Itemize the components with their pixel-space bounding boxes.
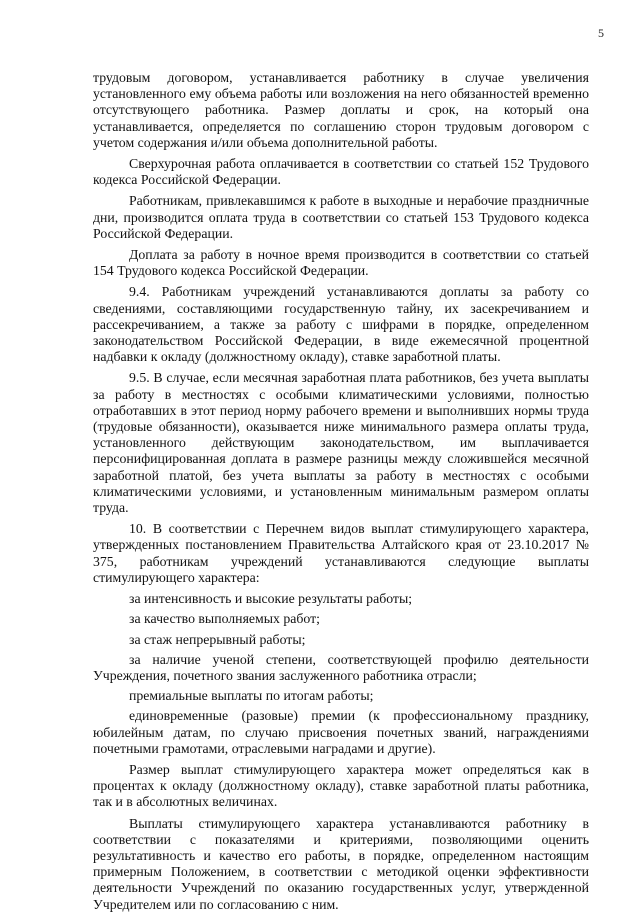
- paragraph-night-pay: Доплата за работу в ночное время производится в соответствии со статьей 154 Трудового кодекса Российской Федерации.: [93, 247, 589, 279]
- paragraph-amount: Размер выплат стимулирующего характера может определяться как в процентах к окладу (должностному окладу), ставке заработной платы работника, так и в абсолютных величинах.: [93, 761, 589, 810]
- paragraph-weekend-pay: Работникам, привлекавшимся к работе в выходные и нерабочие праздничные дни, производится оплата труда в соответствии со статьей 153 Трудового кодекса Российской Федерации.: [93, 193, 589, 241]
- document-body: [93, 70, 589, 918]
- list-item-degree: за наличие ученой степени, соответствующей профилю деятельности Учреждения, почетного звания заслуженного работника отрасли;: [93, 651, 589, 683]
- paragraph-9-5: 9.5. В случае, если месячная заработная плата работников, без учета выплаты за работу в местностях с особыми климатическими условиями, полностью отработавших в этот период норму рабочего времени и выполнивших нормы труда (трудовые обязанности), оказывается ниже минимального размера оплаты труда, установленного действующим законодательством, им выплачивается персонифицированная доплата в размере разницы между сложившейся месячной заработной платой, без учета выплаты за работу в местностях с особыми климатическими условиями, и установленным минимальным размером оплаты труда.: [93, 370, 589, 516]
- list-item-quality: за качество выполняемых работ;: [129, 611, 321, 627]
- list-item-bonus: премиальные выплаты по итогам работы;: [129, 688, 374, 704]
- paragraph-9-4: 9.4. Работникам учреждений устанавливаются доплаты за работу со сведениями, составляющими государственную тайну, их засекречиванием и рассекречиванием, а также за работу с шифрами в порядке, определенном законодательством Российской Федерации, в виде ежемесячной процентной надбавки к окладу (должностному окладу), ставке заработной платы.: [93, 284, 589, 365]
- list-item-one-time-bonus: единовременные (разовые) премии (к профессиональному празднику, юбилейным датам, по случаю присвоения почетных званий, награждениями почетными грамотами, отраслевыми наградами и другие).: [93, 708, 589, 756]
- list-item-seniority: за стаж непрерывный работы;: [129, 631, 306, 647]
- list-item-intensity: за интенсивность и высокие результаты работы;: [129, 591, 413, 607]
- page-number: 5: [598, 26, 604, 40]
- paragraph-continuation: трудовым договором, устанавливается работнику в случае увеличения установленного ему объема работы или возложения на него обязанностей временно отсутствующего работника. Размер доплаты и срок, на который она устанавливается, определяется по соглашению сторон трудовым договором с учетом содержания и/или объема дополнительной работы.: [93, 70, 589, 150]
- paragraph-overtime: Сверхурочная работа оплачивается в соответствии со статьей 152 Трудового кодекса Российской Федерации.: [93, 156, 589, 188]
- paragraph-10: 10. В соответствии с Перечнем видов выплат стимулирующего характера, утвержденных постановлением Правительства Алтайского края от 23.10.2017 № 375, работникам учреждений устанавливаются следующие выплаты стимулирующего характера:: [93, 521, 589, 585]
- paragraph-criteria: Выплаты стимулирующего характера устанавливаются работнику в соответствии с показателями и критериями, позволяющими оценить результативность и качество его работы, в порядке, определенном настоящим примерным Положением, в соответствии с методикой оценки эффективности деятельности Учреждений по оказанию государственных услуг, утвержденной Учредителем или по согласованию с ним.: [93, 815, 589, 912]
